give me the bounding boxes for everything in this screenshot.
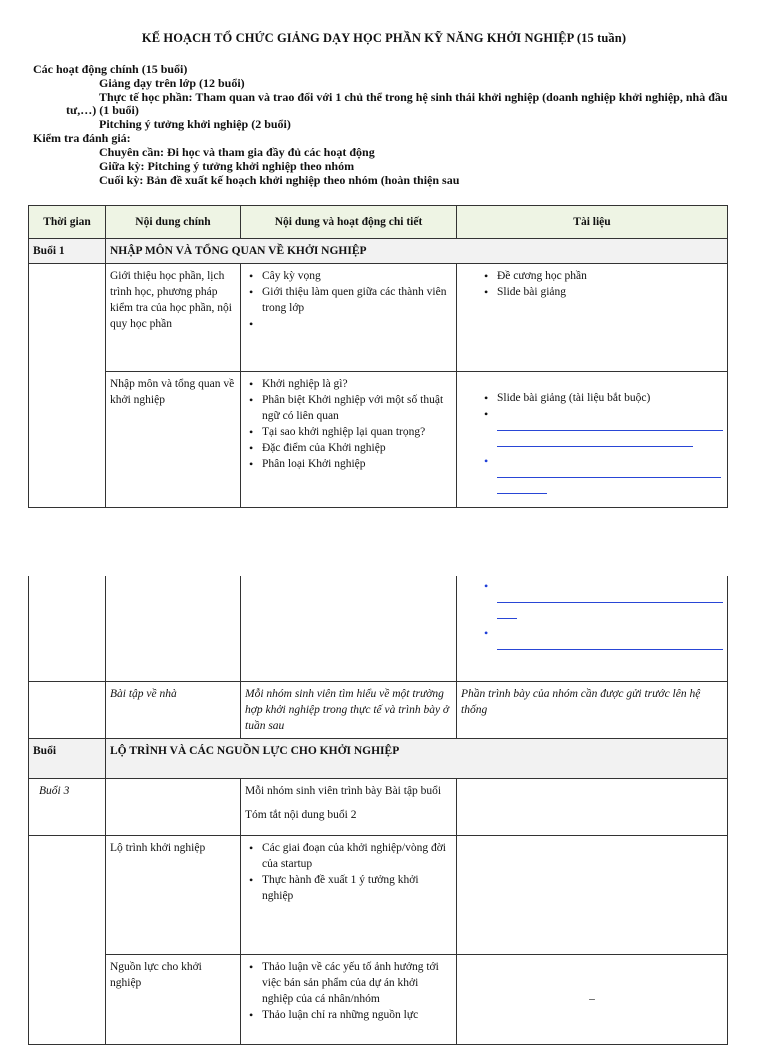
list-item-link — [497, 625, 723, 650]
in-class-item: Giảng dạy trên lớp (12 buổi) — [99, 76, 245, 90]
field-trip-item-continued: tư,…) (1 buổi) — [66, 103, 139, 117]
final-item: Cuối kỳ: Bản đề xuất kế hoạch khởi nghiệp theo nhóm (hoàn thiện sau — [99, 173, 460, 187]
roadmap-details — [241, 835, 457, 954]
resources-main: Nguồn lực cho khởi nghiệp — [106, 954, 241, 1044]
session-3-label: Buổi 3 — [29, 778, 106, 835]
list-item: • Tại sao khởi nghiệp lại quan trọng? — [262, 424, 452, 440]
homework-main: Bài tập về nhà — [106, 681, 241, 738]
field-trip-item: Thực tế học phần: Tham quan và trao đổi với 1 chủ thể trong hệ sinh thái khởi nghiệp (doanh nghiệp khởi nghiệp, nhà đầu — [99, 90, 728, 104]
column-header-details: Nội dung và hoạt động chi tiết — [241, 206, 457, 239]
resources-details — [241, 954, 457, 1044]
hyperlink-line[interactable] — [497, 430, 723, 431]
session-3-materials — [457, 778, 728, 835]
resources-materials: – — [457, 954, 728, 1044]
homework-details: Mỗi nhóm sinh viên tìm hiểu về một trường hợp khởi nghiệp trong thực tế và trình bày ở tuần sau — [241, 681, 457, 738]
list-item: • Các giai đoạn của khởi nghiệp/vòng đời của startup — [262, 840, 452, 872]
list-item-link — [497, 453, 723, 494]
list-item: • Giới thiệu làm quen giữa các thành viên trong lớp — [262, 284, 452, 316]
session-3-presentation: Mỗi nhóm sinh viên trình bày Bài tập buổi — [245, 784, 442, 797]
list-item: • Slide bài giảng — [497, 284, 723, 300]
list-item: • Thảo luận về các yếu tố ảnh hưởng tới việc bán sản phẩm của dự án khởi nghiệp của cá nhân/nhóm — [262, 959, 452, 1007]
session-3-summary: Tóm tắt nội dung buổi 2 — [245, 808, 357, 821]
continued-main-cell — [106, 576, 241, 681]
list-item: • Thảo luận chỉ ra những nguồn lực — [262, 1007, 452, 1023]
hyperlink-line[interactable] — [497, 649, 547, 650]
roadmap-main: Lộ trình khởi nghiệp — [106, 835, 241, 954]
schedule-table-part-1 — [28, 205, 728, 508]
session-1-label: Buổi 1 — [29, 239, 106, 264]
homework-materials: Phần trình bày của nhóm cần được gửi trước lên hệ thống — [457, 681, 728, 738]
list-item: • Đề cương học phần — [497, 268, 723, 284]
intro-course-main: Giới thiệu học phần, lịch trình học, phương pháp kiểm tra của học phần, nội quy học phần — [106, 264, 241, 372]
midterm-item: Giữa kỳ: Pitching ý tưởng khởi nghiệp theo nhóm — [99, 159, 355, 173]
hyperlink-line[interactable] — [497, 477, 721, 478]
overview-materials — [457, 372, 728, 508]
continued-time-cell — [29, 576, 106, 681]
page-title: KẾ HOẠCH TỔ CHỨC GIẢNG DẠY HỌC PHẦN KỸ NĂNG KHỞI NGHIỆP (15 tuần) — [141, 31, 627, 45]
session-1-time-cell — [29, 264, 106, 508]
list-item: • Đặc điểm của Khởi nghiệp — [262, 440, 452, 456]
session-3-time-cell — [29, 835, 106, 1044]
column-header-main-content: Nội dung chính — [106, 206, 241, 239]
pitching-item: Pitching ý tưởng khởi nghiệp (2 buổi) — [99, 117, 291, 131]
hyperlink-line[interactable] — [497, 446, 693, 447]
list-item: • Thực hành đề xuất 1 ý tưởng khởi nghiệp — [262, 872, 452, 904]
list-item: • Slide bài giảng (tài liệu bắt buộc) — [497, 390, 723, 406]
column-header-materials: Tài liệu — [457, 206, 728, 239]
session-3-details — [241, 778, 457, 835]
continued-details-cell — [241, 576, 457, 681]
overview-main: Nhập môn và tổng quan về khởi nghiệp — [106, 372, 241, 508]
list-item: • Phân biệt Khởi nghiệp với một số thuật ngữ có liên quan — [262, 392, 452, 424]
session-label: Buổi — [29, 738, 106, 778]
session-3-main — [106, 778, 241, 835]
overview-details — [241, 372, 457, 508]
hyperlink-line[interactable] — [497, 493, 547, 494]
session-title: LỘ TRÌNH VÀ CÁC NGUỒN LỰC CHO KHỞI NGHIỆP — [106, 738, 728, 778]
hyperlink-line[interactable] — [497, 618, 517, 619]
roadmap-materials — [457, 835, 728, 954]
list-item-link — [497, 578, 723, 619]
session-1-title: NHẬP MÔN VÀ TỔNG QUAN VỀ KHỞI NGHIỆP — [106, 239, 728, 264]
intro-course-materials — [457, 264, 728, 372]
list-item: • Phân loại Khởi nghiệp — [262, 456, 452, 472]
list-item: • Cây kỳ vọng — [262, 268, 452, 284]
main-activities-heading: Các hoạt động chính (15 buổi) — [33, 62, 188, 76]
list-item-empty — [262, 316, 452, 332]
intro-course-details — [241, 264, 457, 372]
homework-time-cell — [29, 681, 106, 738]
attendance-item: Chuyên cần: Đi học và tham gia đầy đủ các hoạt động — [99, 145, 375, 159]
list-item: • Khởi nghiệp là gì? — [262, 376, 452, 392]
continued-materials-cell — [457, 576, 728, 681]
hyperlink-line[interactable] — [497, 602, 723, 603]
assessment-heading: Kiểm tra đánh giá: — [33, 131, 131, 145]
schedule-table-part-2 — [28, 576, 728, 1045]
column-header-time: Thời gian — [29, 206, 106, 239]
list-item-link — [497, 406, 723, 447]
